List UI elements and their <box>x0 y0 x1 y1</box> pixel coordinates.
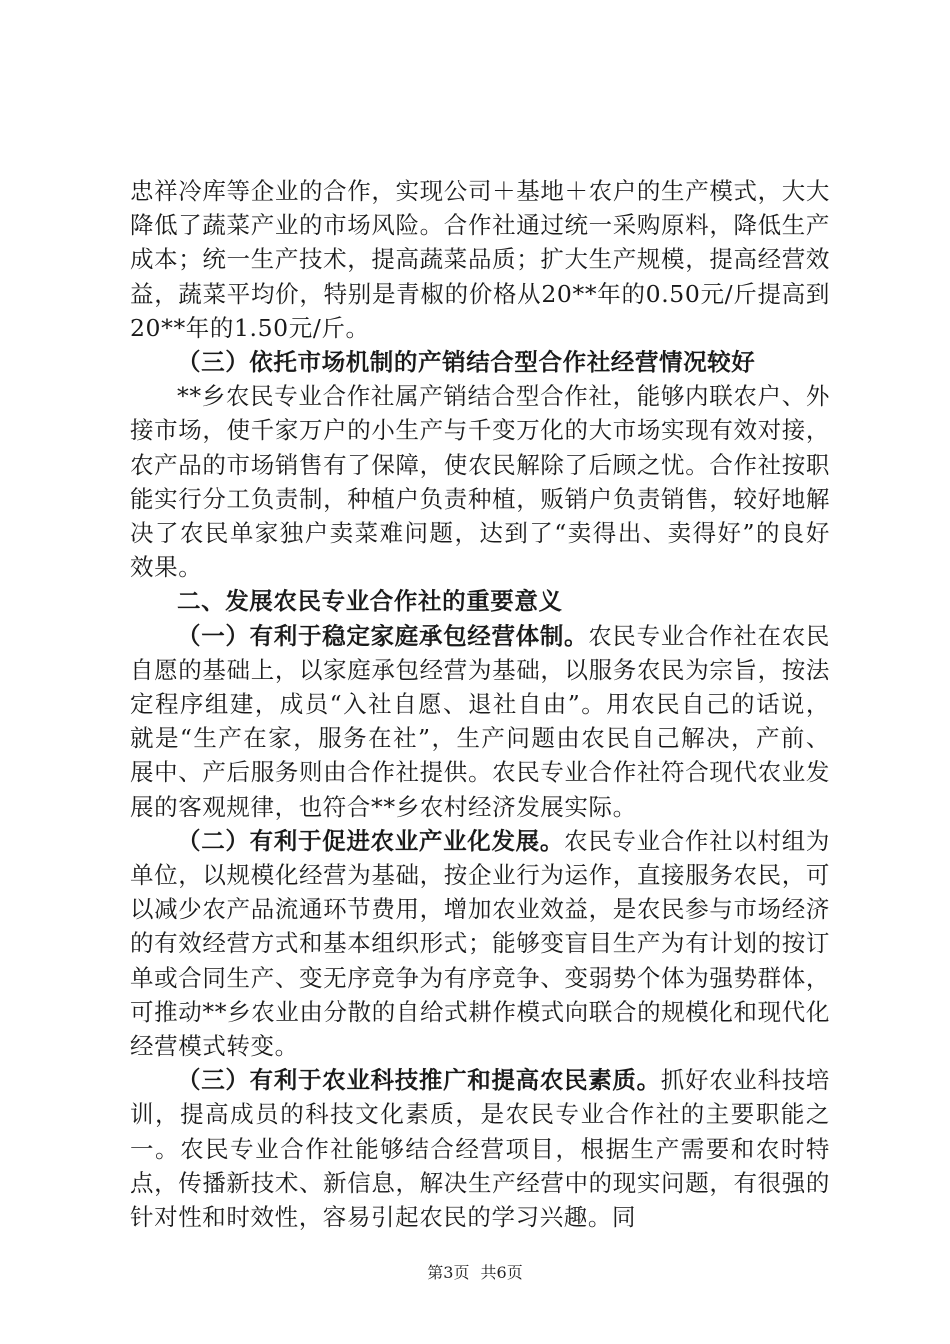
heading-section-1-3: （三）依托市场机制的产销结合型合作社经营情况较好 <box>177 348 756 377</box>
heading-section-2: 二、发展农民专业合作社的重要意义 <box>177 587 563 616</box>
paragraph-section-2-1 <box>130 619 830 824</box>
document-body <box>130 174 830 1234</box>
lead-section-2-2: （二）有利于促进农业产业化发展。 <box>177 826 565 855</box>
body-section-2-2: 农民专业合作社以村组为单位，以规模化经营为基础，按企业行为运作，直接服务农民，可以减少农产品流通环节费用，增加农业效益，是农民参与市场经济的有效经营方式和基本组织形式；能够变盲目生产为有计划的按订单或合同生产、变无序竞争为有序竞争、变弱势个体为强势群体，可推动**乡农业由分散的自给式耕作模式向联合的规模化和现代化经营模式转变。 <box>130 826 830 1061</box>
lead-section-2-1: （一）有利于稳定家庭承包经营体制。 <box>177 621 589 650</box>
lead-section-2-3: （三）有利于农业科技推广和提高农民素质。 <box>177 1066 661 1095</box>
page-number: 第3页 <box>427 1263 470 1282</box>
paragraph-continued: 忠祥冷库等企业的合作，实现公司＋基地＋农户的生产模式，大大降低了蔬菜产业的市场风险。合作社通过统一采购原料，降低生产成本；统一生产技术，提高蔬菜品质；扩大生产规模，提高经营效益，蔬菜平均价，特别是青椒的价格从20**年的0.50元/斤提高到20**年的1.50元/斤。 <box>130 177 830 342</box>
page-total: 共6页 <box>480 1263 523 1282</box>
body-section-2-1: 农民专业合作社在农民自愿的基础上，以家庭承包经营为基础，以服务农民为宗旨，按法定程序组建，成员“入社自愿、退社自由”。用农民自己的话说，就是“生产在家，服务在社”，生产问题由农民自己解决，产前、展中、产后服务则由合作社提供。农民专业合作社符合现代农业发展的客观规律，也符合**乡农村经济发展实际。 <box>130 621 830 821</box>
paragraph-section-2-3 <box>130 1063 830 1234</box>
body-section-2-3: 抓好农业科技培训，提高成员的科技文化素质，是农民专业合作社的主要职能之一。农民专业合作社能够结合经营项目，根据生产需要和农时特点，传播新技术、新信息，解决生产经营中的现实问题，有很强的针对性和时效性，容易引起农民的学习兴趣。同 <box>130 1066 831 1232</box>
page-footer <box>0 1263 950 1283</box>
paragraph-section-1-3: **乡农民专业合作社属产销结合型合作社，能够内联农户、外接市场，使千家万户的小生产与千变万化的大市场实现有效对接，农产品的市场销售有了保障，使农民解除了后顾之忧。合作社按职能实行分工负责制，种植户负责种植，贩销户负责销售，较好地解决了农民单家独户卖菜难问题，达到了“卖得出、卖得好”的良好效果。 <box>130 382 830 582</box>
paragraph-section-2-2 <box>130 824 830 1063</box>
